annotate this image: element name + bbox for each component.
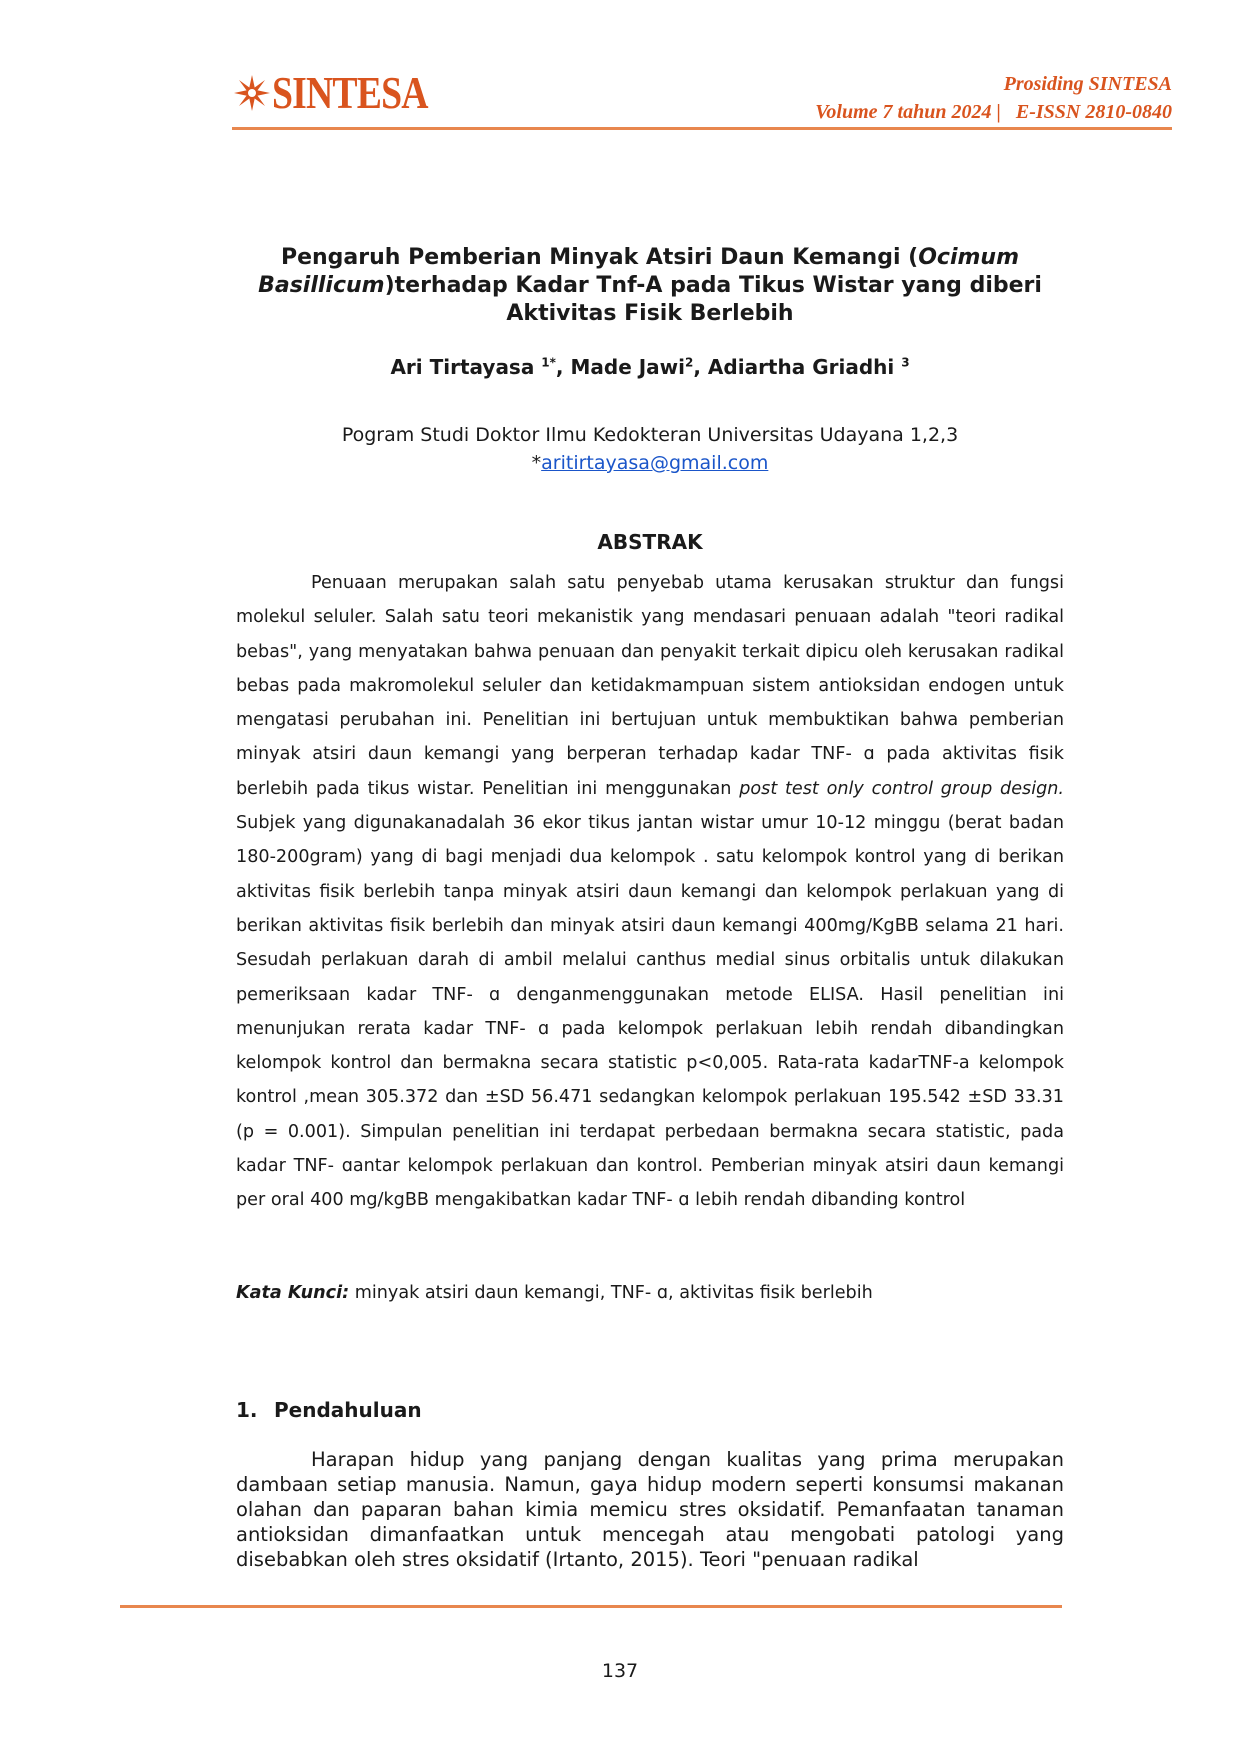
title-part2: )terhadap Kadar Tnf-A pada Tikus Wistar yang diberi Aktivitas Fisik Berlebih	[384, 273, 1042, 326]
keywords-label: Kata Kunci:	[236, 1283, 350, 1303]
journal-logo	[232, 67, 462, 118]
affiliation: Pogram Studi Doktor Ilmu Kedokteran Universitas Udayana 1,2,3	[341, 424, 959, 446]
author-list	[230, 355, 1070, 379]
author-name: Adiartha Griadhi	[707, 355, 902, 379]
header-separator: |	[996, 101, 1001, 123]
keywords	[236, 1283, 873, 1303]
title-part1: Pengaruh Pemberian Minyak Atsiri Daun Kemangi (	[280, 245, 919, 270]
author-name: Made Jawi	[570, 355, 685, 379]
journal-name: Prosiding SINTESA	[1003, 73, 1172, 95]
abstract-design: post test only control group design.	[739, 778, 1064, 799]
author-affiliation-mark: 1*	[541, 355, 556, 370]
footer-divider	[120, 1605, 1062, 1608]
header-divider	[232, 127, 1172, 130]
journal-volume: Volume 7 tahun 2024	[815, 101, 992, 123]
section-paragraph: Harapan hidup yang panjang dengan kualitas yang prima merupakan dambaan setiap manusia. Namun, gaya hidup modern seperti konsumsi makanan olahan dan paparan bahan kimia memicu stres oksidatif. Pemanfaatan tanaman antioksidan dimanfaatkan untuk mencegah atau mengobati patologi yang disebabkan oleh stres oksidatif (Irtanto, 2015). Teori "penuaan radikal	[236, 1448, 1064, 1571]
journal-header-info	[815, 70, 1172, 126]
abstract-heading: ABSTRAK	[597, 530, 703, 554]
corresponding-email-line	[230, 449, 1070, 477]
section-number: 1.	[236, 1398, 258, 1422]
star-icon	[232, 73, 272, 113]
email-link[interactable]: aritirtayasa@gmail.com	[541, 452, 769, 474]
abstract-text: Penuaan merupakan salah satu penyebab utama kerusakan struktur dan fungsi molekul seluler. Salah satu teori mekanistik yang mendasari penuaan adalah "teori radikal bebas", yang menyatakan bahwa penuaan dan penyakit terkait dipicu oleh kerusakan radikal bebas pada makromolekul seluler dan ketidakmampuan sistem antioksidan endogen untuk mengatasi perubahan ini. Penelitian ini bertujuan untuk membuktikan bahwa pemberian minyak atsiri daun kemangi yang berperan terhadap kadar TNF- ɑ pada aktivitas fisik berlebih pada tikus wistar. Penelitian ini menggunakan	[236, 573, 1064, 799]
email-asterisk: *	[531, 452, 542, 474]
author-affiliation-mark: 3	[901, 355, 910, 370]
author-name: Ari Tirtayasa	[390, 355, 542, 379]
title-species: Ocimum Basillicum	[258, 245, 1020, 298]
journal-issn: E-ISSN 2810-0840	[1015, 101, 1172, 123]
abstract-body	[236, 566, 1064, 1218]
author-affiliation-mark: 2	[685, 355, 694, 370]
section-heading	[236, 1398, 422, 1422]
abstract-text-cont: Subjek yang digunakanadalah 36 ekor tikus jantan wistar umur 10-12 minggu (berat badan 180-200gram) yang di bagi menjadi dua kelompok . satu kelompok kontrol yang di berikan aktivitas fisik berlebih tanpa minyak atsiri daun kemangi dan kelompok perlakuan yang di berikan aktivitas fisik berlebih dan minyak atsiri daun kemangi 400mg/KgBB selama 21 hari. Sesudah perlakuan darah di ambil melalui canthus medial sinus orbitalis untuk dilakukan pemeriksaan kadar TNF- ɑ denganmenggunakan metode ELISA. Hasil penelitian ini menunjukan rerata kadar TNF- ɑ pada kelompok perlakuan lebih rendah dibandingkan kelompok kontrol dan bermakna secara statistic p<0,005. Rata-rata kadarTNF-a kelompok kontrol ,mean 305.372 dan ±SD 56.471 sedangkan kelompok perlakuan 195.542 ±SD 33.31 (p = 0.001). Simpulan penelitian ini terdapat perbedaan bermakna secara statistic, pada kadar TNF- ɑantar kelompok perlakuan dan kontrol. Pemberian minyak atsiri daun kemangi per oral 400 mg/kgBB mengakibatkan kadar TNF- ɑ lebih rendah dibanding kontrol	[236, 813, 1064, 1211]
article-title	[230, 244, 1070, 328]
affiliation-block	[230, 421, 1070, 477]
author-separator: ,	[555, 355, 571, 379]
keywords-text: minyak atsiri daun kemangi, TNF- ɑ, aktivitas fisik berlebih	[349, 1283, 873, 1303]
author-separator: ,	[693, 355, 708, 379]
journal-volume-issn	[815, 98, 1172, 126]
page-number: 137	[601, 1660, 639, 1682]
logo-wordmark: SINTESA	[272, 67, 428, 118]
section-title: Pendahuluan	[274, 1398, 422, 1422]
